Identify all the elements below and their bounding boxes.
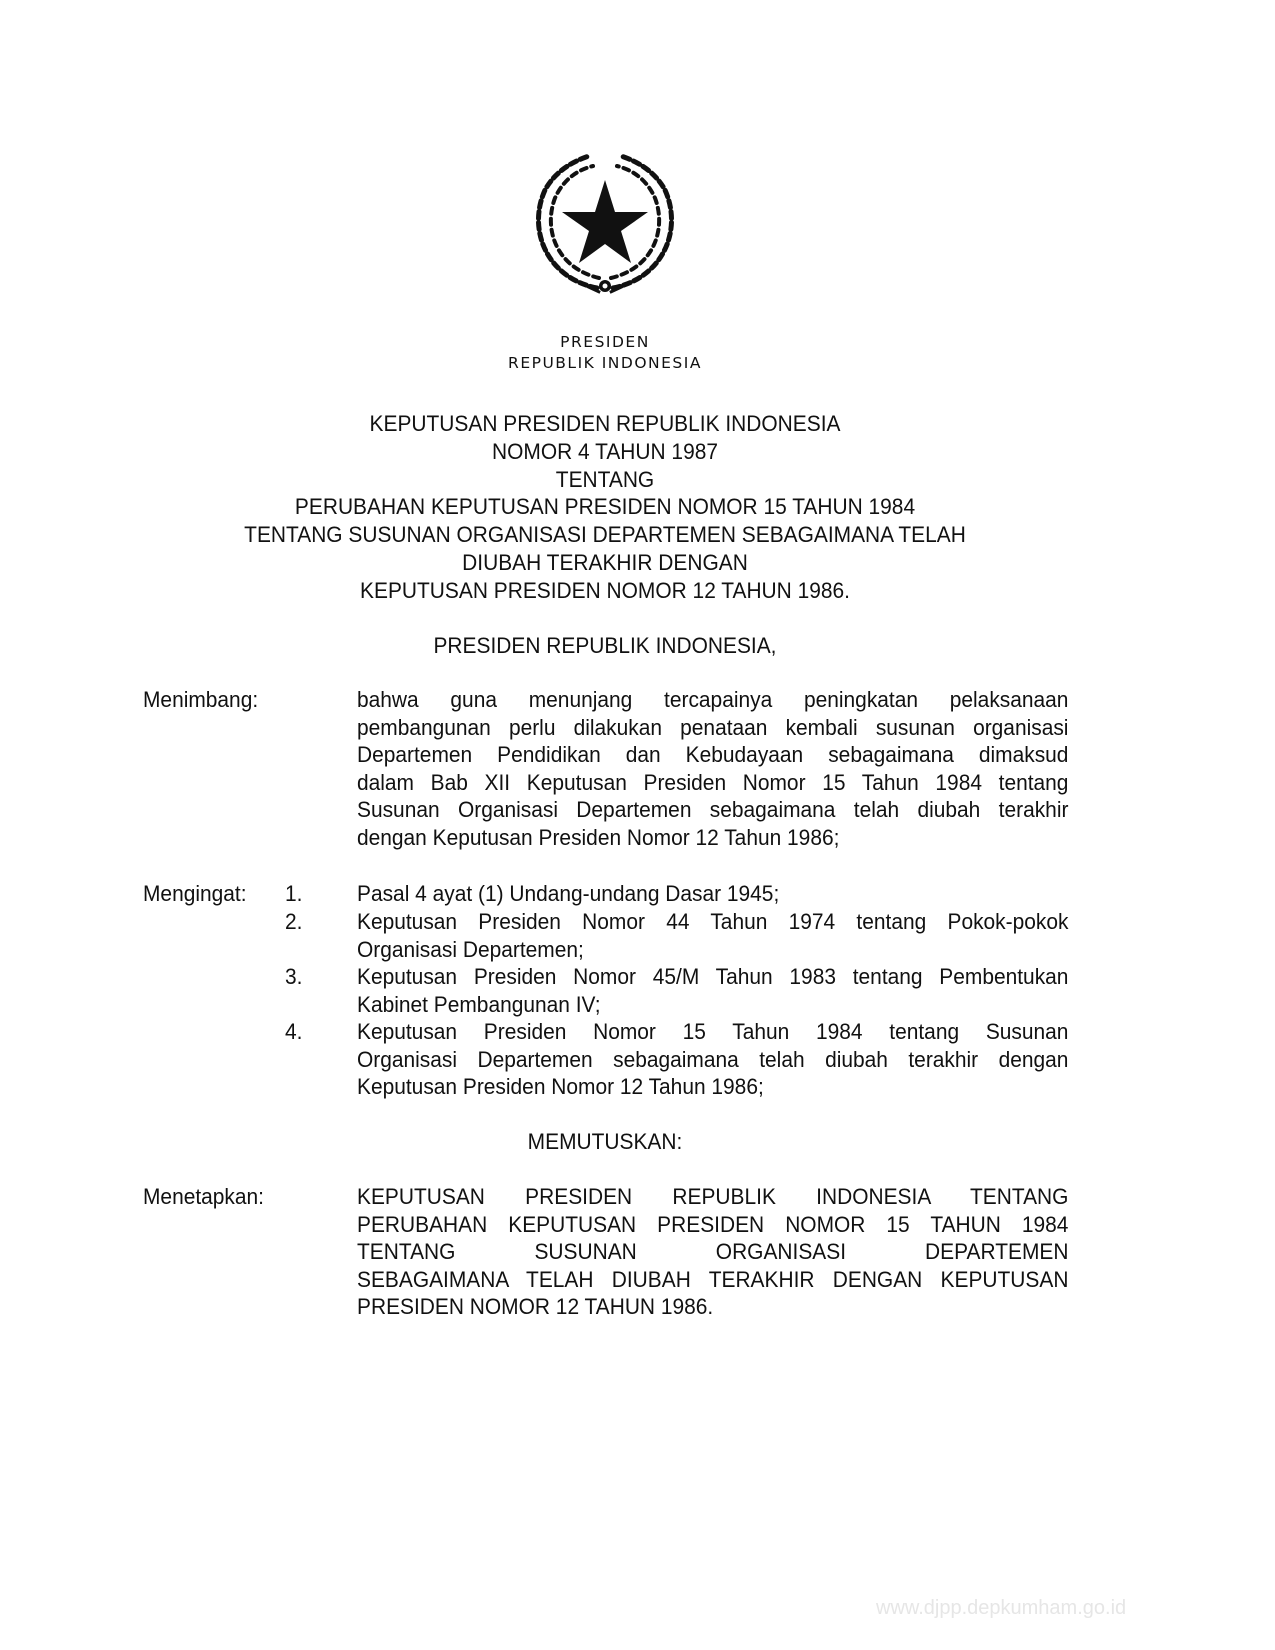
text-line: TENTANG SUSUNAN ORGANISASI DEPARTEMEN [357,1239,1069,1265]
website-watermark: www.djpp.depkumham.go.id [876,1597,1127,1619]
text-line: Keputusan Presiden Nomor 12 Tahun 1986; [357,1074,764,1100]
title-line: DIUBAH TERAKHIR DENGAN [462,549,748,575]
list-number: 1. [285,881,303,906]
text-line: KEPUTUSAN PRESIDEN REPUBLIK INDONESIA TENTANG [357,1184,1069,1209]
text-line: PERUBAHAN KEPUTUSAN PRESIDEN NOMOR 15 TAHUN 1984 [357,1211,1069,1237]
title-line: NOMOR 4 TAHUN 1987 [492,438,718,464]
title-line: KEPUTUSAN PRESIDEN REPUBLIK INDONESIA [369,411,841,436]
text-line: Organisasi Departemen sebagaimana telah diubah terakhir dengan [357,1046,1069,1072]
text-line: Organisasi Departemen; [357,936,584,962]
mengingat-item-3 [357,963,1068,1018]
title-line: TENTANG SUSUNAN ORGANISASI DEPARTEMEN SEBAGAIMANA TELAH [244,522,966,548]
text-line: PRESIDEN NOMOR 12 TAHUN 1986. [357,1294,714,1320]
text-line: SEBAGAIMANA TELAH DIUBAH TERAKHIR DENGAN KEPUTUSAN [357,1266,1069,1292]
text-line: Departemen Pendidikan dan Kebudayaan sebagaimana dimaksud [357,742,1069,768]
text-line: Pasal 4 ayat (1) Undang-undang Dasar 1945; [357,881,780,906]
emblem-caption-republic: REPUBLIK INDONESIA [508,354,702,372]
mengingat-item-4 [357,1018,1068,1101]
list-number: 4. [285,1019,303,1044]
emblem-caption-president: PRESIDEN [560,333,650,351]
memutuskan-heading: MEMUTUSKAN: [527,1129,683,1154]
text-line: pembangunan perlu dilakukan penataan kembali susunan organisasi [357,714,1069,740]
text-line: bahwa guna menunjang tercapainya peningkatan pelaksanaan [357,687,1069,712]
text-line: Keputusan Presiden Nomor 45/M Tahun 1983 tentang Pembentukan [357,964,1069,989]
list-number: 3. [285,964,303,989]
text-line: Susunan Organisasi Departemen sebagaimana telah diubah terakhir [357,797,1069,823]
text-line: Keputusan Presiden Nomor 15 Tahun 1984 tentang Susunan [357,1019,1069,1044]
list-number: 2. [285,909,303,934]
menimbang-text [357,686,1068,852]
title-line: TENTANG [555,466,655,492]
title-line: KEPUTUSAN PRESIDEN NOMOR 12 TAHUN 1986. [360,577,850,603]
mengingat-label: Mengingat: [143,881,247,906]
president-heading: PRESIDEN REPUBLIK INDONESIA, [433,633,777,658]
text-line: dalam Bab XII Keputusan Presiden Nomor 15 Tahun 1984 tentang [357,769,1069,795]
title-line: PERUBAHAN KEPUTUSAN PRESIDEN NOMOR 15 TAHUN 1984 [294,494,916,520]
document-title [42,410,1167,605]
text-line: Kabinet Pembangunan IV; [357,991,601,1017]
mengingat-item-2 [357,908,1068,963]
menetapkan-label: Menetapkan: [143,1184,264,1209]
presidential-emblem-icon [527,150,683,300]
menetapkan-text [357,1183,1068,1321]
text-line: dengan Keputusan Presiden Nomor 12 Tahun 1986; [357,824,840,850]
text-line: Keputusan Presiden Nomor 44 Tahun 1974 tentang Pokok-pokok [357,909,1069,934]
mengingat-item-1 [357,880,1068,908]
menimbang-label: Menimbang: [143,687,259,712]
